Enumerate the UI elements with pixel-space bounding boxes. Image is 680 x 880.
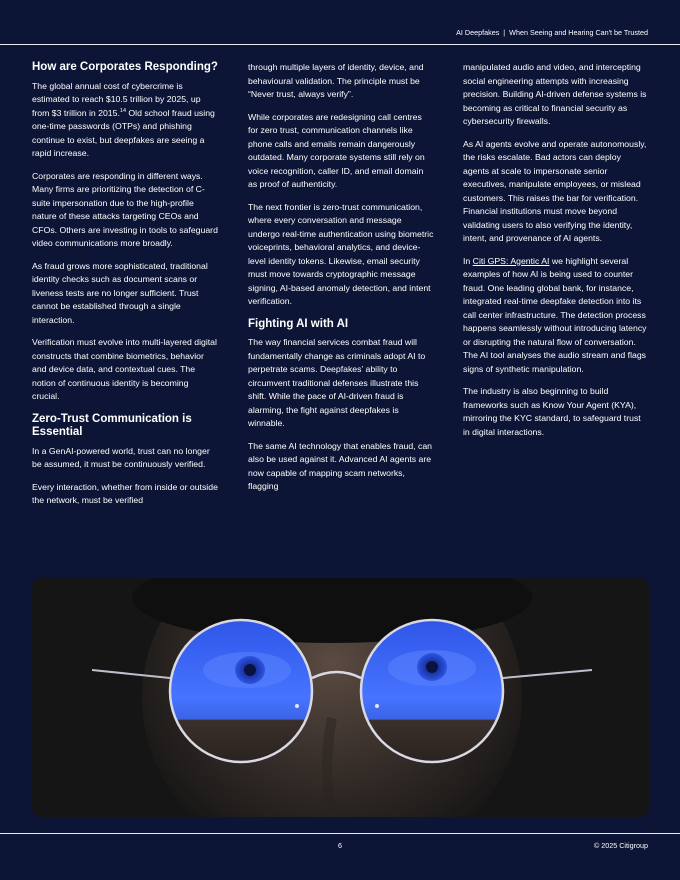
heading-zero-trust: Zero-Trust Communication is Essential — [32, 412, 192, 438]
header-section: AI Deepfakes — [456, 28, 500, 37]
paragraph: Every interaction, whether from inside or outside the network, must be verified — [32, 481, 218, 505]
column-2 — [248, 61, 434, 503]
paragraph: As fraud grows more sophisticated, traditional identity checks such as document scans or liveness tests are no longer sufficient. Trust cannot be established through a single interaction. — [32, 260, 208, 325]
header-subtitle: When Seeing and Hearing Can't be Trusted — [509, 28, 648, 37]
glasses-reflection-photo — [32, 578, 649, 817]
paragraph: manipulated audio and video, and intercepting social engineering attempts with increasing precision. Building AI-driven defense systems is becoming as critical to financial security as cybersecurity firewalls. — [463, 62, 647, 126]
paragraph: In a GenAI-powered world, trust can no longer be assumed, it must be continuously verified. — [32, 445, 210, 469]
column-3 — [463, 61, 649, 448]
paragraph: The way financial services combat fraud will fundamentally change as criminals adopt AI to perpetrate scams. Deepfakes’ ability to circumvent traditional defenses illustrate this shift. While the pace of AI-driven fraud is alarming, the fight against deepfakes is winnable. — [248, 337, 426, 428]
paragraph: As AI agents evolve and operate autonomously, the risks escalate. Bad actors can deploy agents at scale to impersonate senior executives, manipulate employees, or mislead customers. This raises the bar for verification. Financial institutions must move beyond validating users to also verifying the identity, intent, and provenance of AI agents. — [463, 138, 647, 243]
paragraph: While corporates are redesigning call centres for zero trust, communication channels like phone calls and emails remain dangerously outdated. Many corporate systems still rely on voice recognition, caller ID, and email domain as proof of authenticity. — [248, 111, 425, 189]
paragraph: The industry is also beginning to build frameworks such as Know Your Agent (KYA), mirroring the KYC standard, to safeguard trust in digital interactions. — [463, 386, 641, 437]
footer-rule — [0, 833, 680, 834]
paragraph: In Citi GPS: Agentic AI we highlight several examples of how AI is being used to counter fraud. One leading global bank, for instance, integrated real-time deepfake detection into its call center infrastructure. The detection process happens seamlessly without introducing latency or disrupting the natural flow of conversation. The AI tool analyses the audio stream and flags signs of synthetic manipulation. — [463, 255, 647, 374]
citi-gps-agentic-ai-link[interactable]: Citi GPS: Agentic AI — [472, 255, 550, 266]
paragraph: The next frontier is zero-trust communication, where every conversation and message undergo real-time authentication using biometric voiceprints, behavioral analytics, and device-level identity tokens. Likewise, email security must move towards cryptographic message signing, AI-based anomaly detection, and intent verification. — [248, 201, 434, 306]
paragraph: through multiple layers of identity, device, and behavioural validation. The principle must be “Never trust, always verify”. — [248, 62, 424, 99]
column-1 — [32, 61, 218, 517]
paragraph: The same AI technology that enables fraud, can also be used against it. Advanced AI agents are now capable of mapping scam networks, flagging — [248, 440, 433, 491]
paragraph: The global annual cost of cybercrime is estimated to reach $10.5 trillion by 2025, up from $3 trillion in 2015.14 Old school fraud using one-time passwords (OTPs) and phishing continue to exist, but deepfakes are seeing a rapid increase. — [32, 80, 215, 158]
page-number: 6 — [338, 841, 342, 850]
running-header — [456, 28, 648, 37]
footnote-ref[interactable]: 14 — [119, 107, 127, 114]
header-rule — [0, 44, 680, 45]
heading-fighting-ai: Fighting AI with AI — [248, 317, 349, 330]
header-separator: | — [503, 28, 506, 37]
paragraph: Corporates are responding in different ways. Many firms are prioritizing the detection of C-suite impersonation due to the high-profile nature of these attacks targeting CEOs and CFOs. Others are investing in tools to safeguard video communications more broadly. — [32, 170, 218, 248]
copyright: © 2025 Citigroup — [593, 841, 648, 850]
paragraph: Verification must evolve into multi-layered digital constructs that combine biometrics, behavior and device data, and contextual cues. The notion of continuous identity is becoming crucial. — [32, 337, 217, 401]
heading-corporates-responding: How are Corporates Responding? — [32, 61, 218, 73]
